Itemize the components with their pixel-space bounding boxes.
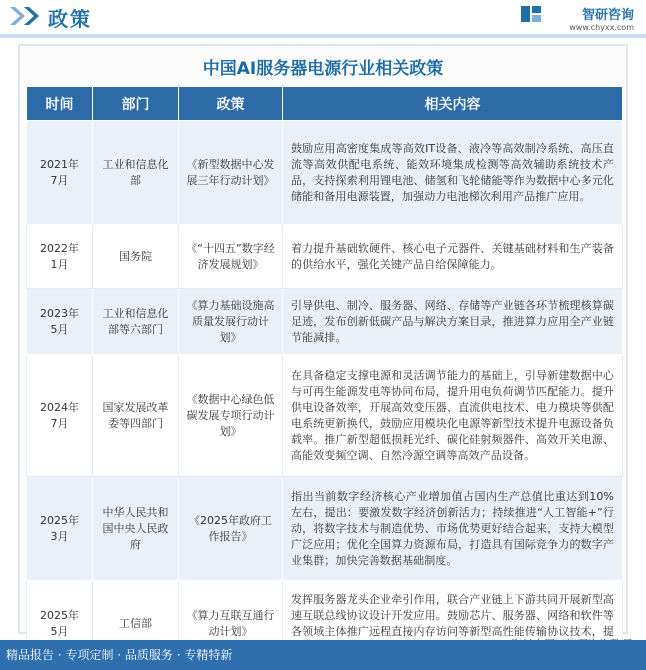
cell-department: 国家发展改革委等四部门 [93, 355, 179, 477]
cell-department: 工信部 [93, 581, 179, 667]
cell-time: 2023年 5月 [27, 289, 93, 355]
cell-policy: 《数据中心绿色低碳发展专项行动计划》 [179, 355, 283, 477]
policy-table [26, 86, 623, 667]
page-header [0, 0, 646, 34]
column-header-time: 时间 [27, 87, 93, 121]
cell-time: 2022年 1月 [27, 225, 93, 289]
cell-time: 2025年 3月 [27, 477, 93, 581]
cell-content: 引导供电、制冷、服务器、网络、存储等产业链各环节梳理核算碳足迹，发布创新低碳产品与解决方案目录，推进算力应用全产业链节能减排。 [283, 289, 623, 355]
policy-table-card [18, 44, 628, 638]
cell-time: 2025年 5月 [27, 581, 93, 667]
table-row [27, 477, 623, 581]
table-row [27, 355, 623, 477]
cell-time: 2021年 7月 [27, 121, 93, 225]
logo-name: 智研咨询 [581, 8, 634, 23]
footer-tagline: 精品报告 · 专项定制 · 品质服务 · 专精特新 [6, 648, 233, 662]
cell-department: 中华人民共和国中央人民政府 [93, 477, 179, 581]
cell-policy: 《算力互联互通行动计划》 [179, 581, 283, 667]
cell-content: 鼓励应用高密度集成等高效IT设备、液冷等高效制冷系统、高压直流等高效供配电系统、能效环境集成检测等高效辅助系统技术产品，支持探索利用锂电池、储氢和飞轮储能等作为数据中心多元化储能和备用电源装置，加强动力电池梯次利用产品推广应用。 [283, 121, 623, 225]
column-header-policy: 政策 [179, 87, 283, 121]
cell-policy: 《“十四五”数字经济发展规划》 [179, 225, 283, 289]
cell-department: 工业和信息化部等六部门 [93, 289, 179, 355]
logo-url: www.chyxx.com [569, 23, 634, 32]
logo-icon [520, 4, 542, 24]
column-header-content: 相关内容 [283, 87, 623, 121]
section-title: 政策 [48, 7, 92, 31]
cell-content: 发挥服务器龙头企业牵引作用，联合产业链上下游共同开展新型高速互联总线协议设计开发应用。鼓励芯片、服务器、网络和软件等各领域主体推广远程直接内存访问等新型高性能传输协议技术，提 [283, 581, 623, 667]
cell-policy: 《新型数据中心发展三年行动计划》 [179, 121, 283, 225]
cell-time: 2024年 7月 [27, 355, 93, 477]
header-divider [0, 34, 646, 38]
cell-department: 工业和信息化部 [93, 121, 179, 225]
cell-content: 在具备稳定支撑电源和灵活调节能力的基础上，引导新建数据中心与可再生能源发电等协同布局，提升用电负荷调节匹配能力。提升供电设备效率，开展高效变压器、直流供电技术、电力模块等供配电系统更新换代，鼓励应用模块化电源等新型技术提升电源设备负载率。推广新型超低损耗光纤、碳化硅射频器件、高效开关电源、高能效变频空调、自然冷源空调等高效产品设备。 [283, 355, 623, 477]
column-header-department: 部门 [93, 87, 179, 121]
cell-content: 着力提升基础软硬件、核心电子元器件、关键基础材料和生产装备的供给水平，强化关键产品自给保障能力。 [283, 225, 623, 289]
table-row [27, 121, 623, 225]
table-title: 中国AI服务器电源行业相关政策 [202, 59, 444, 79]
cell-department: 国务院 [93, 225, 179, 289]
cell-policy: 《2025年政府工作报告》 [179, 477, 283, 581]
footer-bar [0, 640, 646, 670]
double-chevron-icon [8, 5, 44, 27]
cell-policy: 《算力基础设施高质量发展行动计划》 [179, 289, 283, 355]
cell-content: 指出当前数字经济核心产业增加值占国内生产总值比重达到10%左右，提出：要激发数字经济创新活力；持续推进“人工智能+”行动，将数字技术与制造优势、市场优势更好结合起来，支持大模型广泛应用；优化全国算力资源布局，打造具有国际竞争力的数字产业集群；加快完善数据基础制度。 [283, 477, 623, 581]
table-header-row [27, 87, 623, 121]
table-row [27, 225, 623, 289]
table-row [27, 289, 623, 355]
